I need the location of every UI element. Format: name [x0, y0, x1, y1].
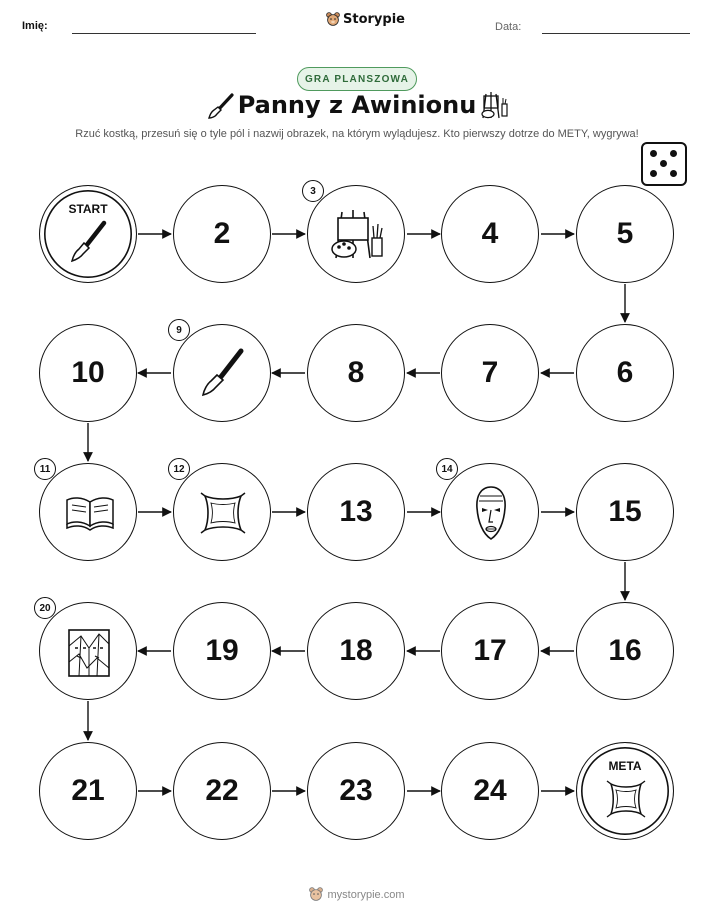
date-label: Data:: [495, 21, 522, 33]
board-space-4[interactable]: [441, 185, 539, 283]
board-space-20[interactable]: [39, 602, 137, 700]
space-number: 23: [339, 774, 373, 807]
board-space-24[interactable]: [441, 742, 539, 840]
board-space-9[interactable]: [173, 324, 271, 422]
footer-url[interactable]: mystorypie.com: [327, 888, 405, 901]
cubist-faces-icon: [67, 628, 111, 678]
finish-label: META: [608, 759, 642, 773]
board-space-5[interactable]: [576, 185, 674, 283]
name-label: Imię:: [22, 20, 48, 32]
board-space-21[interactable]: [39, 742, 137, 840]
space-number: 2: [213, 217, 231, 250]
space-number: 18: [339, 634, 373, 667]
start-space[interactable]: [39, 185, 137, 283]
space-number: 4: [481, 217, 499, 250]
board-space-7[interactable]: [441, 324, 539, 422]
space-number: 13: [339, 495, 373, 528]
board-space-12[interactable]: [173, 463, 271, 561]
space-number-badge: 11: [34, 458, 56, 480]
board-space-15[interactable]: [576, 463, 674, 561]
footer: [0, 887, 714, 902]
finish-space[interactable]: [576, 742, 674, 840]
instructions: Rzuć kostką, przesuń się o tyle pól i nazwij obrazek, na którym wylądujesz. Kto pierwszy dotrze do METY, wygrywa!: [75, 128, 639, 140]
space-number: 22: [205, 774, 239, 807]
board-space-18[interactable]: [307, 602, 405, 700]
board-space-14[interactable]: [441, 463, 539, 561]
board-space-13[interactable]: [307, 463, 405, 561]
paintbrush-icon: [69, 220, 109, 264]
space-number: 17: [473, 634, 507, 667]
board-space-19[interactable]: [173, 602, 271, 700]
board-space-22[interactable]: [173, 742, 271, 840]
board-space-3[interactable]: [307, 185, 405, 283]
brand-name: Storypie: [343, 12, 405, 27]
space-number: 24: [473, 774, 507, 807]
board-space-2[interactable]: [173, 185, 271, 283]
board-space-23[interactable]: [307, 742, 405, 840]
space-number: 5: [616, 217, 634, 250]
space-number: 21: [71, 774, 105, 807]
space-number-badge: 9: [168, 319, 190, 341]
pillow-icon: [198, 490, 248, 536]
open-book-icon: [64, 494, 116, 532]
paintbrush-icon: [200, 347, 246, 399]
bear-icon: [309, 887, 323, 902]
space-number: 7: [481, 356, 499, 389]
board-space-17[interactable]: [441, 602, 539, 700]
easel-palette-icon: [328, 208, 386, 262]
page-title: Panny z Awinionu: [237, 91, 477, 119]
pillow-icon: [605, 779, 647, 819]
space-number: 10: [71, 356, 105, 389]
game-type-badge: GRA PLANSZOWA: [297, 67, 417, 91]
space-number: 19: [205, 634, 239, 667]
space-number-badge: 12: [168, 458, 190, 480]
board-space-11[interactable]: [39, 463, 137, 561]
space-number: 15: [608, 495, 642, 528]
space-number: 6: [616, 356, 634, 389]
space-number-badge: 14: [436, 458, 458, 480]
tribal-mask-icon: [473, 484, 509, 542]
board-space-6[interactable]: [576, 324, 674, 422]
board-space-10[interactable]: [39, 324, 137, 422]
space-number: 16: [608, 634, 642, 667]
board-space-16[interactable]: [576, 602, 674, 700]
space-number-badge: 3: [302, 180, 324, 202]
space-number: 8: [347, 356, 365, 389]
board-space-8[interactable]: [307, 324, 405, 422]
space-number-badge: 20: [34, 597, 56, 619]
start-label: START: [68, 202, 108, 216]
